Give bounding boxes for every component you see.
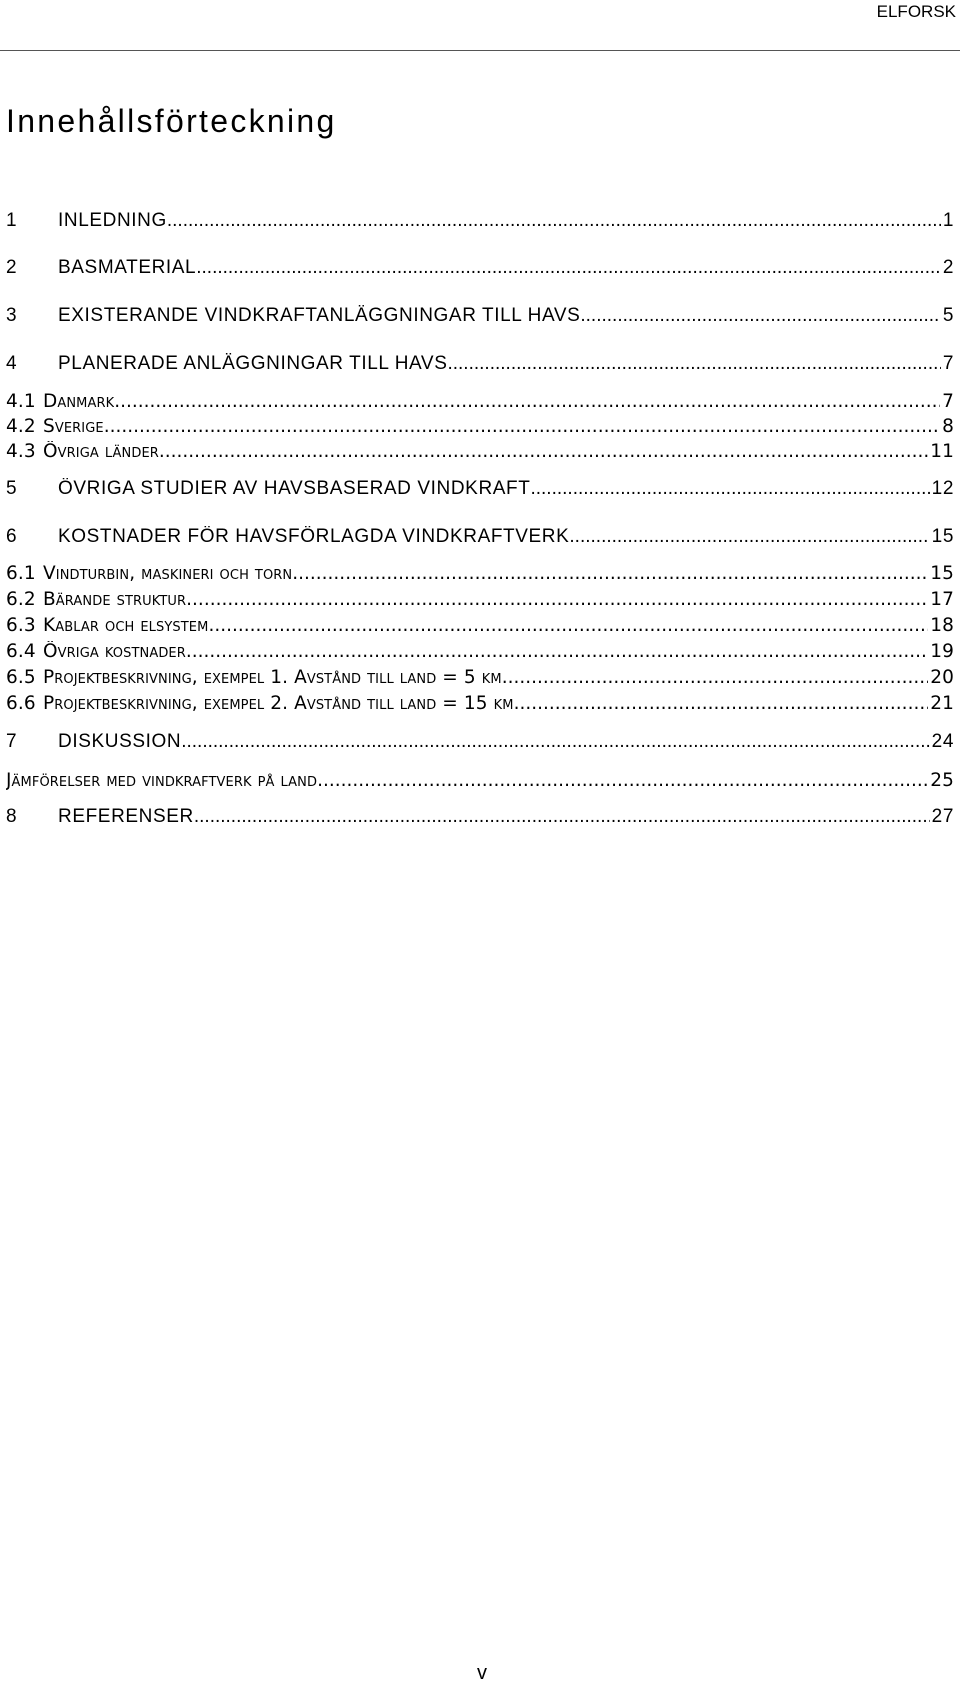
toc-entry-number: 4.3 — [6, 441, 36, 462]
toc-entry-page: 8 — [942, 416, 954, 437]
toc-entry-page: 7 — [942, 353, 954, 374]
toc-entry-number: 6.4 — [6, 641, 36, 662]
toc-entry[interactable] — [6, 257, 954, 279]
toc-leader-dots — [114, 391, 940, 412]
toc-entry-number: 4.1 — [6, 391, 36, 412]
toc-entry-page: 18 — [930, 615, 954, 636]
toc-entry-title: Övriga länder — [43, 441, 159, 462]
toc-entry-title: Bärande struktur — [43, 589, 187, 610]
toc-entry-page: 15 — [931, 526, 954, 547]
toc-entry-number: 6.1 — [6, 563, 36, 584]
toc-leader-dots — [186, 589, 928, 610]
toc-entry-page: 19 — [930, 641, 954, 662]
toc-entry-number: 6.3 — [6, 615, 36, 636]
toc-entry-page: 7 — [942, 391, 954, 412]
toc-leader-dots — [167, 210, 941, 232]
toc-entry[interactable] — [6, 667, 954, 688]
toc-entry-title: Kablar och elsystem — [43, 615, 209, 636]
toc-entry[interactable] — [6, 770, 954, 791]
toc-entry[interactable] — [6, 806, 954, 828]
toc-entry-title: Jämförelser med vindkraftverk på land — [6, 770, 318, 791]
toc-entry-number: 6.5 — [6, 667, 36, 688]
toc-entry[interactable] — [6, 416, 954, 437]
toc-entry-number: 1 — [6, 210, 18, 231]
toc-entry-number: 4 — [6, 353, 18, 374]
toc-entry[interactable] — [6, 526, 954, 548]
toc-entry[interactable] — [6, 731, 954, 753]
toc-entry-title: BASMATERIAL — [58, 257, 197, 278]
toc-entry[interactable] — [6, 441, 954, 462]
toc-entry-number: 4.2 — [6, 416, 36, 437]
toc-leader-dots — [194, 806, 930, 828]
toc-entry-title: Övriga kostnader — [43, 641, 186, 662]
page-number: v — [477, 1662, 487, 1684]
toc-leader-dots — [514, 693, 929, 714]
toc-entry-title: Danmark — [43, 391, 115, 412]
toc-leader-dots — [580, 305, 940, 327]
toc-entry-number: 5 — [6, 478, 18, 499]
toc-entry[interactable] — [6, 693, 954, 714]
toc-entry-title: Projektbeskrivning, exempel 2. Avstånd till land = 15 km — [43, 693, 514, 714]
toc-entry-page: 2 — [942, 257, 954, 278]
toc-entry-page: 17 — [930, 589, 954, 610]
toc-entry-title: EXISTERANDE VINDKRAFTANLÄGGNINGAR TILL HAVS — [58, 305, 581, 326]
toc-entry-page: 25 — [930, 770, 954, 791]
toc-leader-dots — [181, 731, 929, 753]
toc-entry-page: 20 — [930, 667, 954, 688]
toc-entry-number: 2 — [6, 257, 18, 278]
toc-entry[interactable] — [6, 305, 954, 327]
toc-entry-number: 6.6 — [6, 693, 36, 714]
toc-leader-dots — [186, 641, 928, 662]
toc-entry-page: 24 — [931, 731, 954, 752]
toc-leader-dots — [317, 770, 928, 791]
toc-leader-dots — [569, 526, 929, 548]
toc-entry-title: KOSTNADER FÖR HAVSFÖRLAGDA VINDKRAFTVERK — [58, 526, 570, 547]
toc-leader-dots — [530, 478, 929, 500]
toc-entry-title: REFERENSER — [58, 806, 194, 827]
toc-entry-number: 6 — [6, 526, 18, 547]
toc-entry[interactable] — [6, 478, 954, 500]
toc-leader-dots — [196, 257, 941, 279]
toc-entry[interactable] — [6, 353, 954, 375]
toc-entry[interactable] — [6, 641, 954, 662]
running-header: ELFORSK — [876, 2, 956, 21]
toc-entry-page: 11 — [930, 441, 954, 462]
toc-entry-number: 3 — [6, 305, 18, 326]
toc-leader-dots — [208, 615, 928, 636]
toc-entry-title: DISKUSSION — [58, 731, 182, 752]
toc-entry-title: Vindturbin, maskineri och torn — [43, 563, 293, 584]
toc-entry[interactable] — [6, 563, 954, 584]
toc-entry[interactable] — [6, 615, 954, 636]
toc-entry-title: INLEDNING — [58, 210, 167, 231]
toc-entry-page: 15 — [930, 563, 954, 584]
toc-entry-number: 8 — [6, 806, 18, 827]
toc-entry-page: 5 — [942, 305, 954, 326]
toc-leader-dots — [447, 353, 940, 375]
toc-title: Innehållsförteckning — [6, 103, 337, 139]
toc-leader-dots — [104, 416, 940, 437]
toc-entry[interactable] — [6, 391, 954, 412]
toc-entry-title: Projektbeskrivning, exempel 1. Avstånd till land = 5 km — [43, 667, 502, 688]
toc-leader-dots — [159, 441, 928, 462]
toc-entry-number: 7 — [6, 731, 18, 752]
toc-entry-title: ÖVRIGA STUDIER AV HAVSBASERAD VINDKRAFT — [58, 478, 531, 499]
toc-entry-page: 21 — [930, 693, 954, 714]
toc-leader-dots — [502, 667, 929, 688]
toc-entry-page: 27 — [931, 806, 954, 827]
toc-entry-number: 6.2 — [6, 589, 36, 610]
toc-entry[interactable] — [6, 589, 954, 610]
toc-leader-dots — [292, 563, 928, 584]
toc-entry-page: 1 — [942, 210, 954, 231]
header-rule — [0, 50, 960, 51]
toc-entry-title: PLANERADE ANLÄGGNINGAR TILL HAVS — [58, 353, 448, 374]
toc-entry-title: Sverige — [43, 416, 104, 437]
toc-entry-page: 12 — [931, 478, 954, 499]
toc-entry[interactable] — [6, 210, 954, 232]
